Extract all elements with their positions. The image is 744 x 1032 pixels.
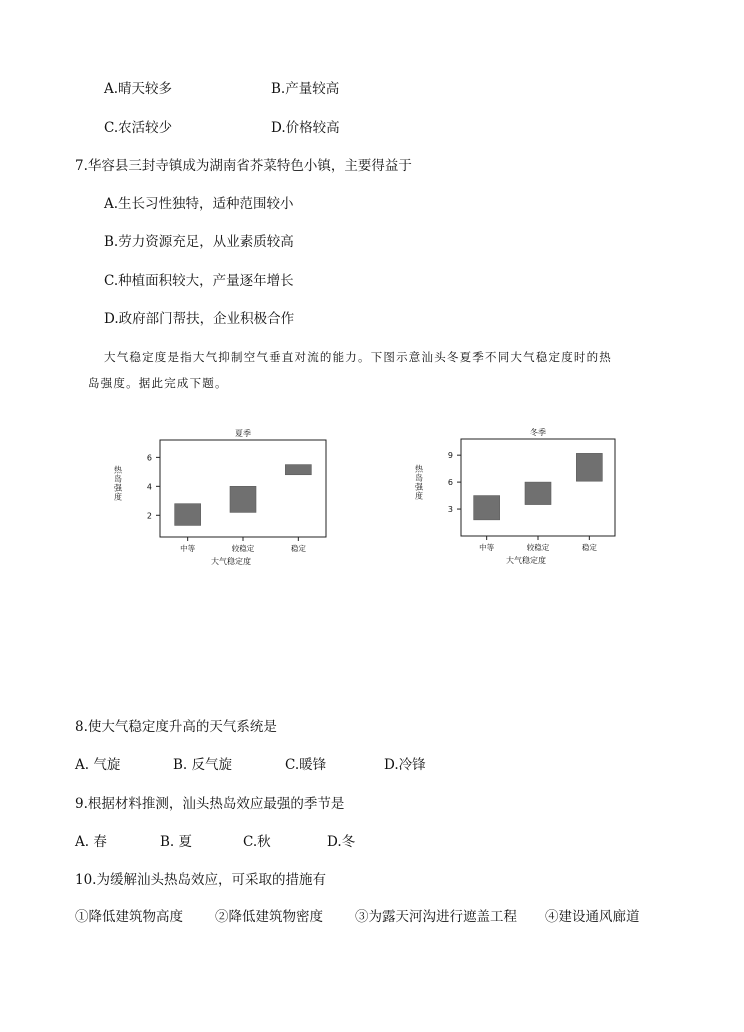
- q7-option-c: C.种植面积较大，产量逐年增长: [104, 273, 294, 289]
- range-bar: [175, 504, 201, 526]
- q6-option-a: A.晴天较多: [104, 81, 173, 97]
- q6-option-d: D.价格较高: [271, 120, 340, 136]
- intro-line-1: 大气稳定度是指大气抑制空气垂直对流的能力。下图示意汕头冬夏季不同大气稳定度时的热: [104, 350, 612, 364]
- x-axis-label: 大气稳定度: [211, 557, 251, 566]
- x-tick-label: 较稳定: [231, 544, 255, 553]
- q6-option-c: C.农活较少: [104, 120, 173, 136]
- intro-line-2: 岛强度。据此完成下题。: [88, 376, 228, 390]
- q6-option-b: B.产量较高: [271, 81, 340, 97]
- range-bar: [474, 496, 500, 520]
- q10-measure-4: ④建设通风廊道: [545, 909, 640, 925]
- y-tick-label: 3: [447, 505, 453, 515]
- q10-measure-2: ②降低建筑物密度: [215, 909, 323, 925]
- y-axis-label: 热岛强度: [114, 465, 122, 502]
- q7-stem: 7.华容县三封寺镇成为湖南省芥菜特色小镇，主要得益于: [75, 158, 412, 174]
- y-tick-label: 6: [146, 453, 152, 463]
- x-axis-label: 大气稳定度: [506, 556, 546, 565]
- y-axis-label: 热岛强度: [415, 464, 423, 501]
- y-tick-label: 4: [146, 482, 152, 492]
- x-tick-label: 中等: [180, 544, 196, 553]
- q8-option-d: D.冷锋: [384, 757, 426, 773]
- x-tick-label: 较稳定: [526, 543, 550, 552]
- q9-option-d: D.冬: [327, 834, 356, 850]
- summer-chart-svg: [100, 420, 340, 580]
- q10-stem: 10.为缓解汕头热岛效应，可采取的措施有: [75, 872, 326, 888]
- chart-title: 冬季: [530, 428, 546, 437]
- winter-chart-svg: [402, 420, 632, 580]
- range-bar: [525, 482, 551, 504]
- q8-option-a: A. 气旋: [75, 757, 121, 773]
- q9-stem: 9.根据材料推测，汕头热岛效应最强的季节是: [75, 796, 345, 812]
- winter-chart: [402, 420, 632, 584]
- q8-stem: 8.使大气稳定度升高的天气系统是: [75, 719, 277, 735]
- q10-measure-3: ③为露天河沟进行遮盖工程: [355, 909, 517, 925]
- q8-option-b: B. 反气旋: [173, 757, 233, 773]
- x-tick-label: 稳定: [290, 544, 306, 553]
- y-tick-label: 9: [447, 451, 453, 461]
- q7-option-b: B.劳力资源充足，从业素质较高: [104, 234, 294, 250]
- summer-chart: [100, 420, 340, 584]
- q9-option-a: A. 春: [75, 834, 107, 850]
- x-tick-label: 稳定: [581, 543, 597, 552]
- q7-option-a: A.生长习性独特，适种范围较小: [104, 196, 294, 212]
- q9-option-c: C.秋: [243, 834, 271, 850]
- range-bar: [230, 486, 256, 512]
- q7-option-d: D.政府部门帮扶，企业积极合作: [104, 311, 295, 327]
- x-tick-label: 中等: [479, 543, 495, 552]
- y-tick-label: 6: [447, 478, 453, 488]
- range-bar: [576, 453, 602, 481]
- chart-title: 夏季: [235, 429, 251, 438]
- y-tick-label: 2: [146, 511, 152, 521]
- q9-option-b: B. 夏: [160, 834, 193, 850]
- q10-measure-1: ①降低建筑物高度: [75, 909, 183, 925]
- range-bar: [285, 465, 311, 475]
- q8-option-c: C.暖锋: [285, 757, 327, 773]
